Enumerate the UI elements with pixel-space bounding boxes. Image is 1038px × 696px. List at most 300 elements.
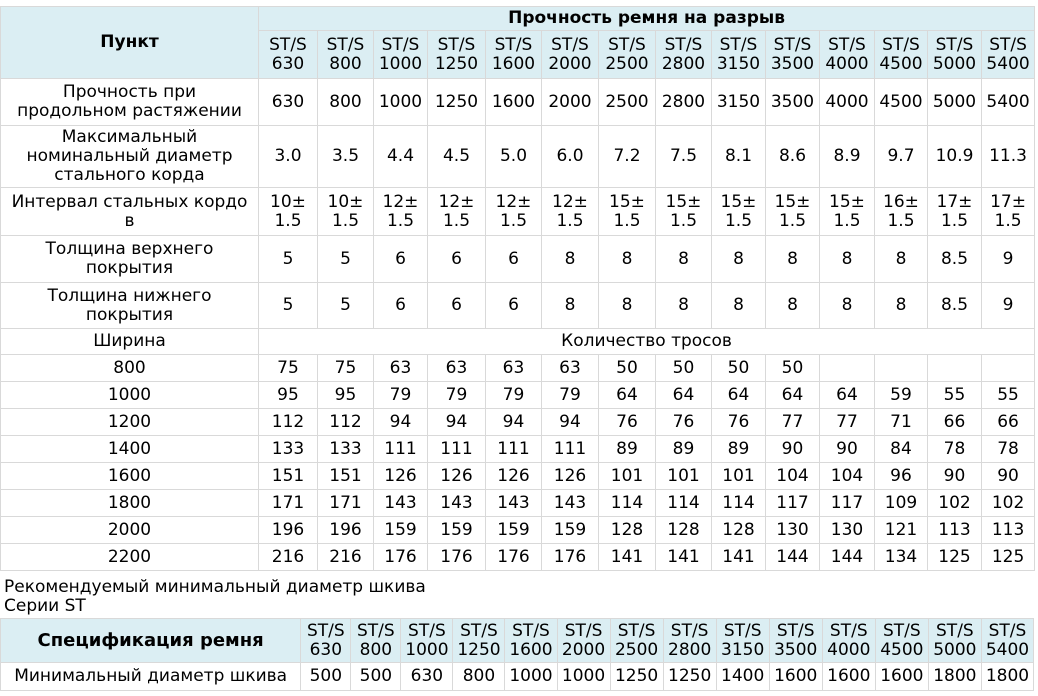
property-value: 6 [428, 236, 486, 283]
property-value [820, 188, 875, 236]
property-value-line: 1.5 [386, 210, 415, 231]
cable-count-cell: 176 [486, 544, 542, 571]
property-value: 8.1 [712, 126, 766, 188]
property-label-line: Толщина верхнего [45, 239, 214, 259]
cable-count-cell: 171 [259, 490, 318, 517]
min-diameter-value: 1600 [875, 663, 928, 691]
property-value [318, 188, 374, 236]
cable-count-cell: 134 [875, 544, 928, 571]
property-row [1, 236, 1035, 283]
property-value-line: 15± [829, 191, 865, 212]
property-value-line: 15± [665, 191, 702, 212]
cable-count-cell: 159 [486, 517, 542, 544]
cable-count-cell: 63 [374, 355, 428, 382]
cable-count-cell: 176 [542, 544, 599, 571]
belt-type-header [928, 31, 982, 79]
property-value [428, 188, 486, 236]
property-value-line: 15± [720, 191, 757, 212]
cable-count-cell: 141 [712, 544, 766, 571]
belt-type-header [505, 619, 557, 663]
property-value [486, 188, 542, 236]
cable-count-cell: 141 [656, 544, 712, 571]
cable-count-cell: 121 [875, 517, 928, 544]
property-value: 8 [875, 236, 928, 283]
cable-count-cell: 130 [820, 517, 875, 544]
property-label-line: покрытия [85, 258, 174, 278]
width-header-row [1, 329, 1035, 355]
belt-type-number: 4500 [879, 53, 923, 74]
cable-count-cell: 76 [712, 409, 766, 436]
belt-type-number: 1250 [434, 53, 479, 74]
min-pulley-diameter-table [0, 618, 1034, 691]
cable-count-cell: 143 [428, 490, 486, 517]
property-value: 6 [428, 283, 486, 329]
cable-count-cell: 151 [318, 463, 374, 490]
cable-count-cell: 101 [656, 463, 712, 490]
property-value [259, 188, 318, 236]
property-value: 6 [486, 283, 542, 329]
cable-count-cell: 143 [542, 490, 599, 517]
min-diameter-value: 1800 [928, 663, 981, 691]
cable-count-cell: 64 [656, 382, 712, 409]
property-value-line: 17± [936, 191, 973, 212]
width-row [1, 355, 1035, 382]
width-row [1, 436, 1035, 463]
property-value: 8 [542, 236, 599, 283]
width-value: 1800 [1, 490, 259, 517]
width-value: 1600 [1, 463, 259, 490]
belt-type-number: 630 [271, 53, 305, 74]
min-diameter-value: 1250 [663, 663, 716, 691]
belt-type-header [981, 619, 1033, 663]
property-value: 8 [542, 283, 599, 329]
property-value-line: 17± [990, 191, 1026, 212]
min-diameter-value: 630 [401, 663, 453, 691]
belt-type-header [982, 31, 1035, 79]
cable-count-cell: 113 [982, 517, 1035, 544]
cable-count-cell: 112 [259, 409, 318, 436]
belt-type-header [875, 31, 928, 79]
property-value: 9 [982, 236, 1035, 283]
cable-count-cell: 66 [982, 409, 1035, 436]
property-label-line: Максимальный [61, 127, 198, 147]
property-value-line: 1.5 [613, 210, 641, 231]
property-value-line: 1.5 [940, 210, 969, 231]
property-value: 8 [820, 283, 875, 329]
belt-type-number: 1600 [491, 53, 536, 74]
cable-count-cell: 112 [318, 409, 374, 436]
cable-count-cell [928, 355, 982, 382]
property-value: 7.2 [599, 126, 656, 188]
property-label [1, 188, 259, 236]
cable-count-cell: 125 [928, 544, 982, 571]
cable-count-cell: 59 [875, 382, 928, 409]
belt-type-number: 2000 [548, 53, 592, 74]
belt-type-prefix: ST/S [723, 620, 762, 641]
belt-type-header [374, 31, 428, 79]
belt-type-number: 2000 [561, 639, 606, 660]
property-value: 5 [318, 283, 374, 329]
cable-count-cell: 141 [599, 544, 656, 571]
belt-type-prefix: ST/S [935, 34, 974, 55]
belt-type-number: 1600 [509, 639, 553, 660]
cable-count-cell: 90 [820, 436, 875, 463]
belt-strength-table [0, 6, 1035, 571]
belt-type-header [766, 31, 820, 79]
width-row [1, 517, 1035, 544]
belt-type-number: 1000 [405, 639, 449, 660]
belt-type-prefix: ST/S [269, 34, 307, 55]
cable-count-cell: 94 [486, 409, 542, 436]
cable-count-cell: 78 [982, 436, 1035, 463]
cable-count-cell: 95 [318, 382, 374, 409]
property-value [599, 188, 656, 236]
belt-type-prefix: ST/S [608, 34, 646, 55]
belt-type-prefix: ST/S [512, 620, 550, 641]
property-value: 8 [766, 236, 820, 283]
belt-type-prefix: ST/S [936, 620, 974, 641]
property-value-line: 12± [495, 191, 532, 212]
cable-count-cell: 101 [599, 463, 656, 490]
property-label-line: стального корда [54, 165, 205, 185]
belt-type-number: 4000 [825, 53, 869, 74]
cable-count-cell: 50 [766, 355, 820, 382]
cable-count-cell: 94 [542, 409, 599, 436]
belt-type-number: 630 [309, 639, 343, 660]
property-value: 7.5 [656, 126, 712, 188]
property-value-line: 12± [438, 191, 475, 212]
belt-type-prefix: ST/S [719, 34, 758, 55]
cable-count-cell: 133 [318, 436, 374, 463]
property-value: 8 [875, 283, 928, 329]
property-value-line: 10± [327, 191, 364, 212]
belt-type-prefix: ST/S [326, 34, 365, 55]
belt-type-header [428, 31, 486, 79]
property-value: 4500 [875, 79, 928, 126]
min-diameter-row [1, 663, 1034, 691]
property-value: 8 [656, 283, 712, 329]
cable-count-cell: 76 [656, 409, 712, 436]
cable-count-cell: 64 [766, 382, 820, 409]
belt-type-prefix: ST/S [617, 620, 656, 641]
cable-count-cell: 126 [374, 463, 428, 490]
property-row [1, 79, 1035, 126]
belt-type-header [663, 619, 716, 663]
property-row [1, 126, 1035, 188]
cable-count-cell: 95 [259, 382, 318, 409]
min-diameter-value: 1600 [822, 663, 875, 691]
cable-count-cell: 144 [766, 544, 820, 571]
property-value: 8 [599, 236, 656, 283]
belt-type-prefix: ST/S [564, 620, 603, 641]
header-row [1, 7, 1035, 31]
min-diameter-value: 1400 [716, 663, 769, 691]
property-value: 5.0 [486, 126, 542, 188]
min-diameter-value: 500 [351, 663, 401, 691]
property-value [712, 188, 766, 236]
property-value: 9 [982, 283, 1035, 329]
property-value-line: 15± [609, 191, 645, 212]
property-value: 6 [374, 236, 428, 283]
cable-count-label: Количество тросов [259, 329, 1035, 355]
cable-count-cell: 151 [259, 463, 318, 490]
cable-count-cell: 133 [259, 436, 318, 463]
cable-count-cell: 75 [318, 355, 374, 382]
cable-count-cell: 50 [656, 355, 712, 382]
property-value: 6 [374, 283, 428, 329]
property-value: 6.0 [542, 126, 599, 188]
cable-count-cell: 144 [820, 544, 875, 571]
property-value: 8 [766, 283, 820, 329]
property-label-line: Интервал стальных кордо [11, 191, 248, 212]
belt-type-number: 5000 [932, 53, 977, 74]
cable-count-cell [875, 355, 928, 382]
belt-type-header [542, 31, 599, 79]
belt-type-number: 3150 [721, 639, 765, 660]
cable-count-cell: 77 [820, 409, 875, 436]
cable-count-cell: 64 [599, 382, 656, 409]
cable-count-cell: 128 [599, 517, 656, 544]
property-value: 4.4 [374, 126, 428, 188]
property-label-line: Толщина нижнего [47, 285, 212, 306]
cable-count-cell: 171 [318, 490, 374, 517]
belt-type-header [875, 619, 928, 663]
cable-count-cell: 216 [318, 544, 374, 571]
belt-type-prefix: ST/S [357, 620, 395, 641]
property-row [1, 188, 1035, 236]
belt-type-number: 3500 [770, 53, 815, 74]
cable-count-cell: 143 [486, 490, 542, 517]
property-value: 2800 [656, 79, 712, 126]
cable-count-cell: 94 [374, 409, 428, 436]
cable-count-cell: 111 [542, 436, 599, 463]
belt-type-number: 2800 [661, 53, 706, 74]
cable-count-cell: 104 [766, 463, 820, 490]
belt-type-prefix: ST/S [776, 620, 815, 641]
property-value: 5 [318, 236, 374, 283]
property-row [1, 283, 1035, 329]
note-line: Рекомендуемый минимальный диаметр шкива [4, 577, 426, 597]
cable-count-cell: 126 [428, 463, 486, 490]
property-value: 2500 [599, 79, 656, 126]
cable-count-cell [982, 355, 1035, 382]
cable-count-cell: 113 [928, 517, 982, 544]
property-value: 8 [599, 283, 656, 329]
cable-count-cell: 159 [428, 517, 486, 544]
cable-count-cell: 114 [712, 490, 766, 517]
property-value [875, 188, 928, 236]
belt-type-header [712, 31, 766, 79]
min-diameter-value: 1800 [981, 663, 1033, 691]
belt-type-header [716, 619, 769, 663]
cable-count-cell: 128 [656, 517, 712, 544]
strength-header: Прочность ремня на разрыв [259, 7, 1035, 31]
property-value: 8.6 [766, 126, 820, 188]
cable-count-cell: 79 [428, 382, 486, 409]
cable-count-cell: 78 [928, 436, 982, 463]
property-value [928, 188, 982, 236]
belt-type-number: 800 [359, 639, 393, 660]
cable-count-cell: 94 [428, 409, 486, 436]
property-value-line: 1.5 [887, 210, 915, 231]
cable-count-cell: 126 [486, 463, 542, 490]
belt-type-header [822, 619, 875, 663]
cable-count-cell: 71 [875, 409, 928, 436]
belt-type-number: 2800 [668, 639, 712, 660]
belt-type-number: 1000 [378, 53, 423, 74]
width-value: 2200 [1, 544, 259, 571]
belt-type-number: 5400 [986, 53, 1030, 74]
property-label [1, 79, 259, 126]
min-diameter-value: 800 [453, 663, 505, 691]
property-value: 8 [656, 236, 712, 283]
belt-type-number: 2500 [605, 53, 649, 74]
property-value-line: 1.5 [833, 210, 861, 231]
min-diameter-value: 500 [301, 663, 351, 691]
belt-type-header [318, 31, 374, 79]
cable-count-cell: 50 [712, 355, 766, 382]
cable-count-cell [820, 355, 875, 382]
property-value: 800 [318, 79, 374, 126]
note-line: Серии ST [4, 596, 86, 616]
belt-type-prefix: ST/S [828, 34, 866, 55]
property-value-line: 12± [552, 191, 588, 212]
property-value: 8.9 [820, 126, 875, 188]
property-value [374, 188, 428, 236]
belt-type-number: 4000 [827, 639, 871, 660]
cable-count-cell: 63 [428, 355, 486, 382]
width-row [1, 409, 1035, 436]
cable-count-cell: 176 [374, 544, 428, 571]
property-value [982, 188, 1035, 236]
spec-header-row [1, 619, 1034, 663]
property-value-line: 1.5 [499, 210, 528, 231]
width-value: 1400 [1, 436, 259, 463]
property-value: 5400 [982, 79, 1035, 126]
belt-type-header [557, 619, 610, 663]
cable-count-cell: 101 [712, 463, 766, 490]
belt-type-prefix: ST/S [988, 620, 1027, 641]
cable-count-cell: 79 [486, 382, 542, 409]
property-value: 1000 [374, 79, 428, 126]
property-label-line: Прочность при [62, 82, 197, 102]
cable-count-cell: 63 [486, 355, 542, 382]
property-value-line: 1.5 [556, 210, 584, 231]
cable-count-cell: 125 [982, 544, 1035, 571]
width-row [1, 490, 1035, 517]
property-value: 5000 [928, 79, 982, 126]
cable-count-cell: 75 [259, 355, 318, 382]
cable-count-cell: 96 [875, 463, 928, 490]
property-value: 5 [259, 236, 318, 283]
cable-count-cell: 114 [656, 490, 712, 517]
cable-count-cell: 196 [318, 517, 374, 544]
belt-type-prefix: ST/S [408, 620, 446, 641]
point-header: Пункт [1, 7, 259, 79]
property-label-line: продольном растяжении [17, 101, 242, 121]
cable-count-cell: 216 [259, 544, 318, 571]
cable-count-cell: 143 [374, 490, 428, 517]
cable-count-cell: 55 [982, 382, 1035, 409]
belt-type-prefix: ST/S [664, 34, 703, 55]
property-value-line: 12± [382, 191, 419, 212]
cable-count-cell: 90 [766, 436, 820, 463]
cable-count-cell: 55 [928, 382, 982, 409]
property-value: 2000 [542, 79, 599, 126]
belt-type-prefix: ST/S [882, 34, 920, 55]
min-diameter-label: Минимальный диаметр шкива [1, 663, 301, 691]
width-value: 800 [1, 355, 259, 382]
property-value: 8 [820, 236, 875, 283]
width-value: 1200 [1, 409, 259, 436]
property-label-line: в [124, 210, 135, 231]
belt-type-number: 5000 [933, 639, 977, 660]
property-label-line: покрытия [85, 304, 174, 325]
property-value: 8.5 [928, 283, 982, 329]
belt-type-header [820, 31, 875, 79]
property-value [766, 188, 820, 236]
cable-count-cell: 102 [928, 490, 982, 517]
property-value-line: 1.5 [778, 210, 807, 231]
cable-count-cell: 102 [982, 490, 1035, 517]
belt-type-prefix: ST/S [670, 620, 709, 641]
belt-type-number: 5400 [985, 639, 1030, 660]
property-value: 630 [259, 79, 318, 126]
property-value-line: 1.5 [994, 210, 1022, 231]
cable-count-cell: 77 [766, 409, 820, 436]
property-label [1, 236, 259, 283]
property-value-line: 10± [270, 191, 306, 212]
belt-type-number: 2500 [614, 639, 659, 660]
property-value [656, 188, 712, 236]
property-value [542, 188, 599, 236]
min-diameter-value: 1000 [557, 663, 610, 691]
cable-count-cell: 196 [259, 517, 318, 544]
cable-count-cell: 111 [374, 436, 428, 463]
cable-count-cell: 89 [656, 436, 712, 463]
width-row [1, 463, 1035, 490]
cable-count-cell: 50 [599, 355, 656, 382]
cable-count-cell: 159 [374, 517, 428, 544]
belt-type-header [401, 619, 453, 663]
property-value: 3.5 [318, 126, 374, 188]
property-value: 1250 [428, 79, 486, 126]
belt-type-header [301, 619, 351, 663]
width-label: Ширина [1, 329, 259, 355]
cable-count-cell: 89 [599, 436, 656, 463]
belt-type-number: 4500 [880, 639, 924, 660]
belt-type-number: 3500 [774, 639, 818, 660]
min-diameter-value: 1600 [769, 663, 822, 691]
property-value: 10.9 [928, 126, 982, 188]
belt-type-prefix: ST/S [437, 34, 476, 55]
belt-type-header [599, 31, 656, 79]
cable-count-cell: 130 [766, 517, 820, 544]
belt-type-prefix: ST/S [551, 34, 589, 55]
cable-count-cell: 66 [928, 409, 982, 436]
property-value: 1600 [486, 79, 542, 126]
cable-count-cell: 176 [428, 544, 486, 571]
property-value: 8 [712, 283, 766, 329]
belt-type-number: 800 [329, 53, 362, 74]
cable-count-cell: 114 [599, 490, 656, 517]
width-value: 2000 [1, 517, 259, 544]
cable-count-cell: 126 [542, 463, 599, 490]
belt-type-prefix: ST/S [829, 620, 868, 641]
cable-count-cell: 128 [712, 517, 766, 544]
cable-count-cell: 76 [599, 409, 656, 436]
cable-count-cell: 111 [428, 436, 486, 463]
